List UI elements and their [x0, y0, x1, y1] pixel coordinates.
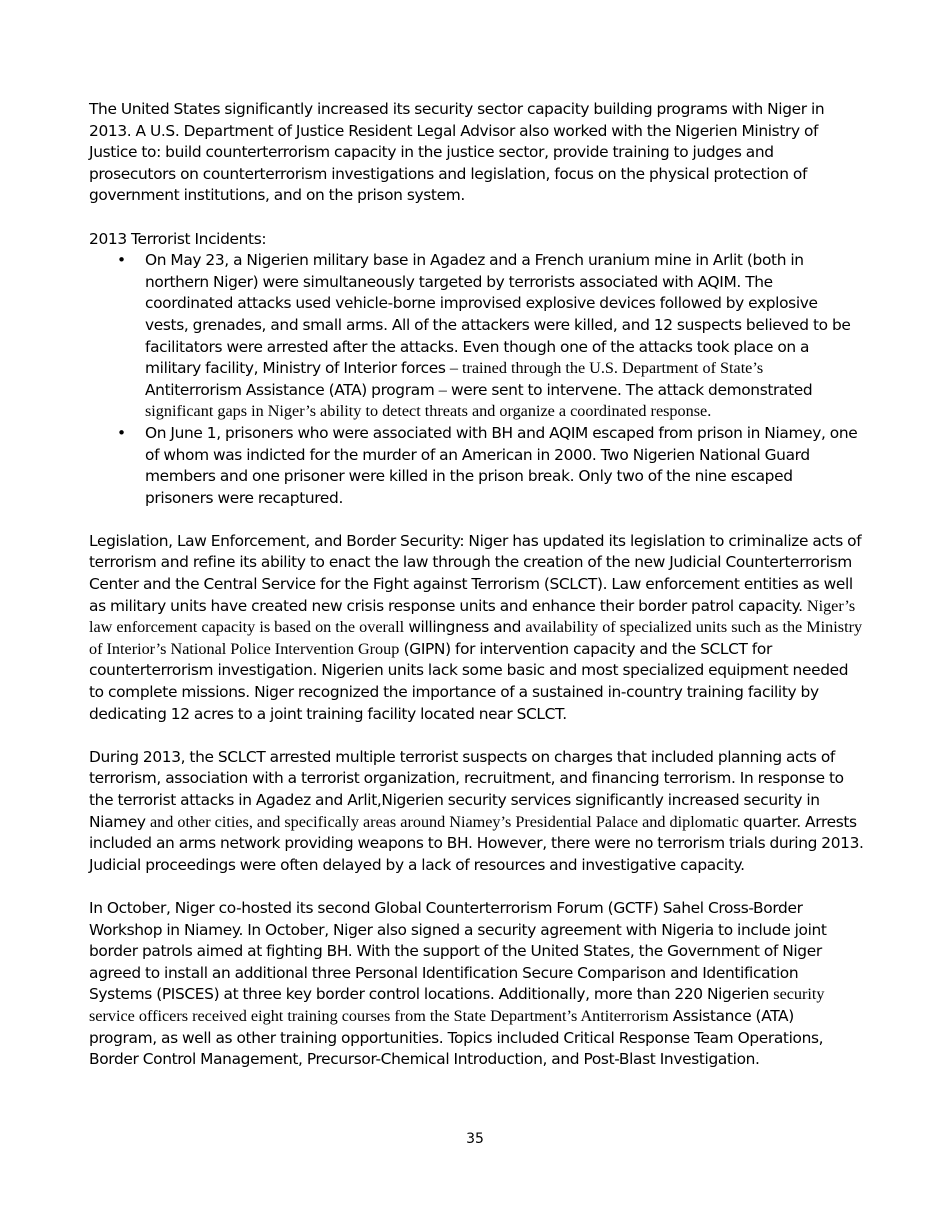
cooperation-text: In October, Niger co-hosted its second Global Counterterrorism Forum (GCTF) Sahel Cross-Border Workshop in Niamey. In October, Niger also signed a security agreement with Nigeria to include joint border patrols aimed at fighting BH. With the support of the United States, the Government of Niger agreed to install an additional three Personal Identification Secure Comparison and Identification Systems (PISCES) at three key border control locations. Additionally, more than 220 Nigerien: [89, 898, 827, 1004]
legislation-text: Niger has updated its legislation to criminalize acts of terrorism and refine its ability to enact the law through the creation of the new Judicial Counterterrorism Center and the Central Service for the Fight against Terrorism (SCLCT). Law enforcement entities as well as military units have created new crisis response units and enhance their border patrol capacity.: [89, 531, 862, 615]
arrests-text: and other cities, and specifically areas around Niamey’s Presidential Palace and diplomatic: [149, 812, 739, 831]
cooperation-text: Assistance (ATA) program, as well as other training opportunities. Topics included Critical Response Team Operations, Border Control Management, Precursor-Chemical Introduction, and Post-Blast Investigation.: [89, 1006, 824, 1069]
legislation-text: (GIPN) for intervention capacity and the SCLCT for counterterrorism investigation. Nigerien units lack some basic and most specialized equipment needed to complete missions. Niger recognized the importance of a sustained in-country training facility by dedicating 12 acres to a joint training facility located near SCLCT.: [89, 639, 849, 723]
cooperation-text: security service officers received eight training courses from the State Department’s Antiterrorism: [89, 985, 825, 1025]
incident-text: – trained through the U.S. Department of State’s: [449, 359, 764, 378]
incidents-list: [89, 250, 864, 509]
legislation-text: willingness and: [404, 618, 526, 637]
paragraph-spacer: [89, 876, 864, 898]
incidents-heading: 2013 Terrorist Incidents:: [89, 229, 267, 248]
incident-text: –: [438, 380, 447, 399]
list-item: [89, 250, 864, 423]
legislation-text: availability of specialized units such as the Ministry of Interior’s National Police Intervention Group: [89, 618, 863, 658]
paragraph-spacer: [89, 509, 864, 531]
arrests-text: quarter. Arrests included an arms network providing weapons to BH. However, there were no terrorism trials during 2013. Judicial proceedings were often delayed by a lack of resources and investigative capacity.: [89, 812, 864, 874]
list-item: [89, 423, 864, 509]
arrests-paragraph: [89, 747, 864, 877]
legislation-heading: Legislation, Law Enforcement, and Border Security:: [89, 531, 465, 550]
page-number: 35: [466, 1131, 484, 1147]
incident-text: On June 1, prisoners who were associated with BH and AQIM escaped from prison in Niamey, one of whom was indicted for the murder of an American in 2000. Two Nigerien National Guard members and one prisoner were killed in the prison break. Only two of the nine escaped prisoners were recaptured.: [145, 423, 858, 507]
cooperation-paragraph: [89, 898, 864, 1071]
paragraph-spacer: [89, 725, 864, 747]
document-page: [89, 99, 864, 1071]
incident-text: On May 23, a Nigerien military base in Agadez and a French uranium mine in Arlit (both in northern Niger) were simultaneously targeted by terrorists associated with AQIM. The coordinated attacks used vehicle-borne improvised explosive devices followed by explosive vests, grenades, and small arms. All of the attackers were killed, and 12 suspects believed to be facilitators were arrested after the attacks. Even though one of the attacks took place on a military facility, Ministry of Interior forces: [145, 251, 851, 378]
bullet-icon: •: [117, 251, 126, 270]
bullet-icon: •: [117, 423, 126, 442]
incident-text: were sent to intervene. The attack demonstrated: [446, 380, 813, 399]
legislation-text: Niger’s law enforcement capacity is based on the overall: [89, 596, 856, 637]
incident-text: significant gaps in Niger’s ability to detect threats and organize a coordinated response.: [145, 402, 712, 421]
intro-paragraph: The United States significantly increased its security sector capacity building programs with Niger in 2013. A U.S. Department of Justice Resident Legal Advisor also worked with the Nigerien Ministry of Justice to: build counterterrorism capacity in the justice sector, provide training to judges and prosecutors on counterterrorism investigations and legislation, focus on the physical protection of government institutions, and on the prison system.: [89, 100, 825, 205]
paragraph-spacer: [89, 207, 864, 229]
legislation-paragraph: [89, 531, 864, 725]
arrests-text: During 2013, the SCLCT arrested multiple terrorist suspects on charges that included planning acts of terrorism, association with a terrorist organization, recruitment, and financing terrorism. In response to the terrorist attacks in Agadez and Arlit,Nigerien security services significantly increased security in Niamey: [89, 747, 844, 831]
incident-text: Antiterrorism Assistance (ATA) program: [145, 380, 439, 399]
